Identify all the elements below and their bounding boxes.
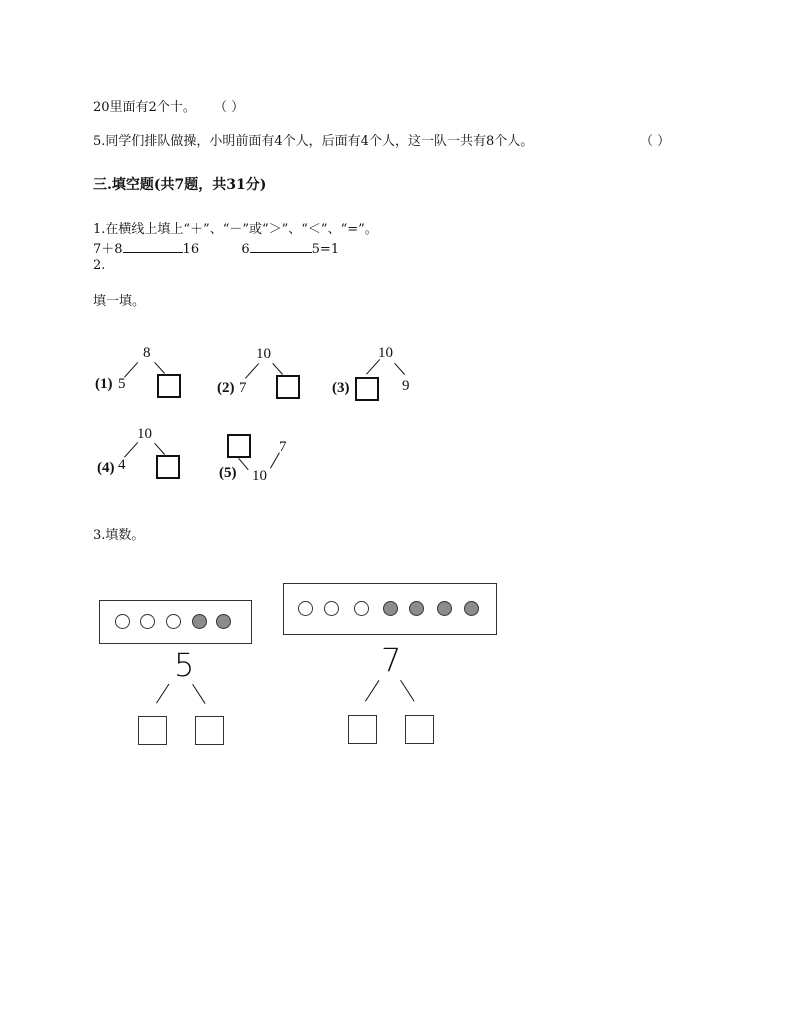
empty-circle-icon (354, 601, 369, 616)
item-5-right-number: 7 (279, 439, 287, 455)
filled-circle-icon (437, 601, 452, 616)
group-2-left-answer-box[interactable] (348, 715, 377, 744)
empty-circle-icon (298, 601, 313, 616)
group-1-right-branch (192, 684, 205, 704)
item-1-left-number: 5 (118, 376, 126, 392)
item-5-right-branch (270, 452, 280, 468)
q1-expr1-blank[interactable] (123, 252, 183, 253)
group-2-right-branch (400, 680, 414, 702)
item-5-left-branch (238, 458, 248, 470)
item-4-right-branch (154, 443, 165, 455)
q1-expr1-left: 7＋8 (93, 242, 123, 257)
counter-frame-2 (283, 583, 497, 635)
group-1-left-branch (156, 684, 169, 704)
q1-expr1-right: 16 (182, 242, 200, 257)
item-2-left-number: 7 (239, 380, 247, 396)
judge-item-5-text: 5.同学们排队做操，小明前面有4个人，后面有4个人，这一队一共有8个人。 (93, 134, 534, 149)
filled-circle-icon (383, 601, 398, 616)
item-4-left-branch (124, 442, 138, 458)
item-1-label: (1) (95, 376, 113, 392)
filled-circle-icon (216, 614, 231, 629)
empty-circle-icon (115, 614, 130, 629)
item-4-top-number: 10 (137, 426, 152, 442)
empty-circle-icon (166, 614, 181, 629)
item-1-right-branch (154, 362, 165, 374)
q2-instruction: 填一填。 (93, 294, 146, 309)
item-1-top-number: 8 (143, 345, 151, 361)
item-5-answer-box[interactable] (227, 434, 251, 458)
judge-item-5 (93, 130, 533, 149)
item-2-top-number: 10 (256, 346, 271, 362)
item-3-right-number: 9 (402, 378, 410, 394)
item-4-label: (4) (97, 460, 115, 476)
filled-circle-icon (409, 601, 424, 616)
judge-item-4-answer-paren[interactable]: （ ） (213, 100, 245, 115)
q1-expressions (93, 238, 339, 257)
group-2-right-answer-box[interactable] (405, 715, 434, 744)
group-1-right-answer-box[interactable] (195, 716, 224, 745)
item-3-right-branch (394, 363, 405, 375)
item-2-left-branch (245, 363, 259, 379)
q1-expr2-right: 5=1 (311, 242, 340, 257)
item-3-label: (3) (332, 380, 350, 396)
item-3-top-number: 10 (378, 345, 393, 361)
item-3-answer-box[interactable] (355, 377, 379, 401)
empty-circle-icon (140, 614, 155, 629)
item-5-label: (5) (219, 465, 237, 481)
q2-number: 2. (93, 258, 106, 273)
judge-item-4 (93, 96, 244, 115)
item-1-answer-box[interactable] (157, 374, 181, 398)
q3-prompt: 3.填数。 (93, 528, 145, 543)
empty-circle-icon (324, 601, 339, 616)
judge-item-4-text: 20里面有2个十。 (93, 100, 196, 115)
counter-frame-1 (99, 600, 252, 644)
q1-prompt: 1.在横线上填上“＋”、“－”或“＞”、“＜”、“=”。 (93, 222, 378, 237)
item-2-right-branch (272, 363, 283, 375)
item-4-answer-box[interactable] (156, 455, 180, 479)
item-1-left-branch (124, 362, 138, 378)
group-1-total: 5 (174, 646, 195, 684)
section-heading: 三.填空题(共7题，共31分) (93, 177, 267, 193)
q1-expr2-left: 6 (241, 242, 250, 257)
item-2-label: (2) (217, 380, 235, 396)
q1-expr2-blank[interactable] (250, 252, 312, 253)
group-1-left-answer-box[interactable] (138, 716, 167, 745)
filled-circle-icon (464, 601, 479, 616)
item-4-left-number: 4 (118, 457, 126, 473)
item-2-answer-box[interactable] (276, 375, 300, 399)
item-3-left-branch (366, 359, 380, 375)
judge-item-5-answer-paren[interactable]: （ ） (640, 134, 671, 149)
group-2-total: 7 (381, 641, 402, 679)
filled-circle-icon (192, 614, 207, 629)
item-5-bottom-number: 10 (252, 468, 267, 484)
group-2-left-branch (365, 680, 379, 702)
